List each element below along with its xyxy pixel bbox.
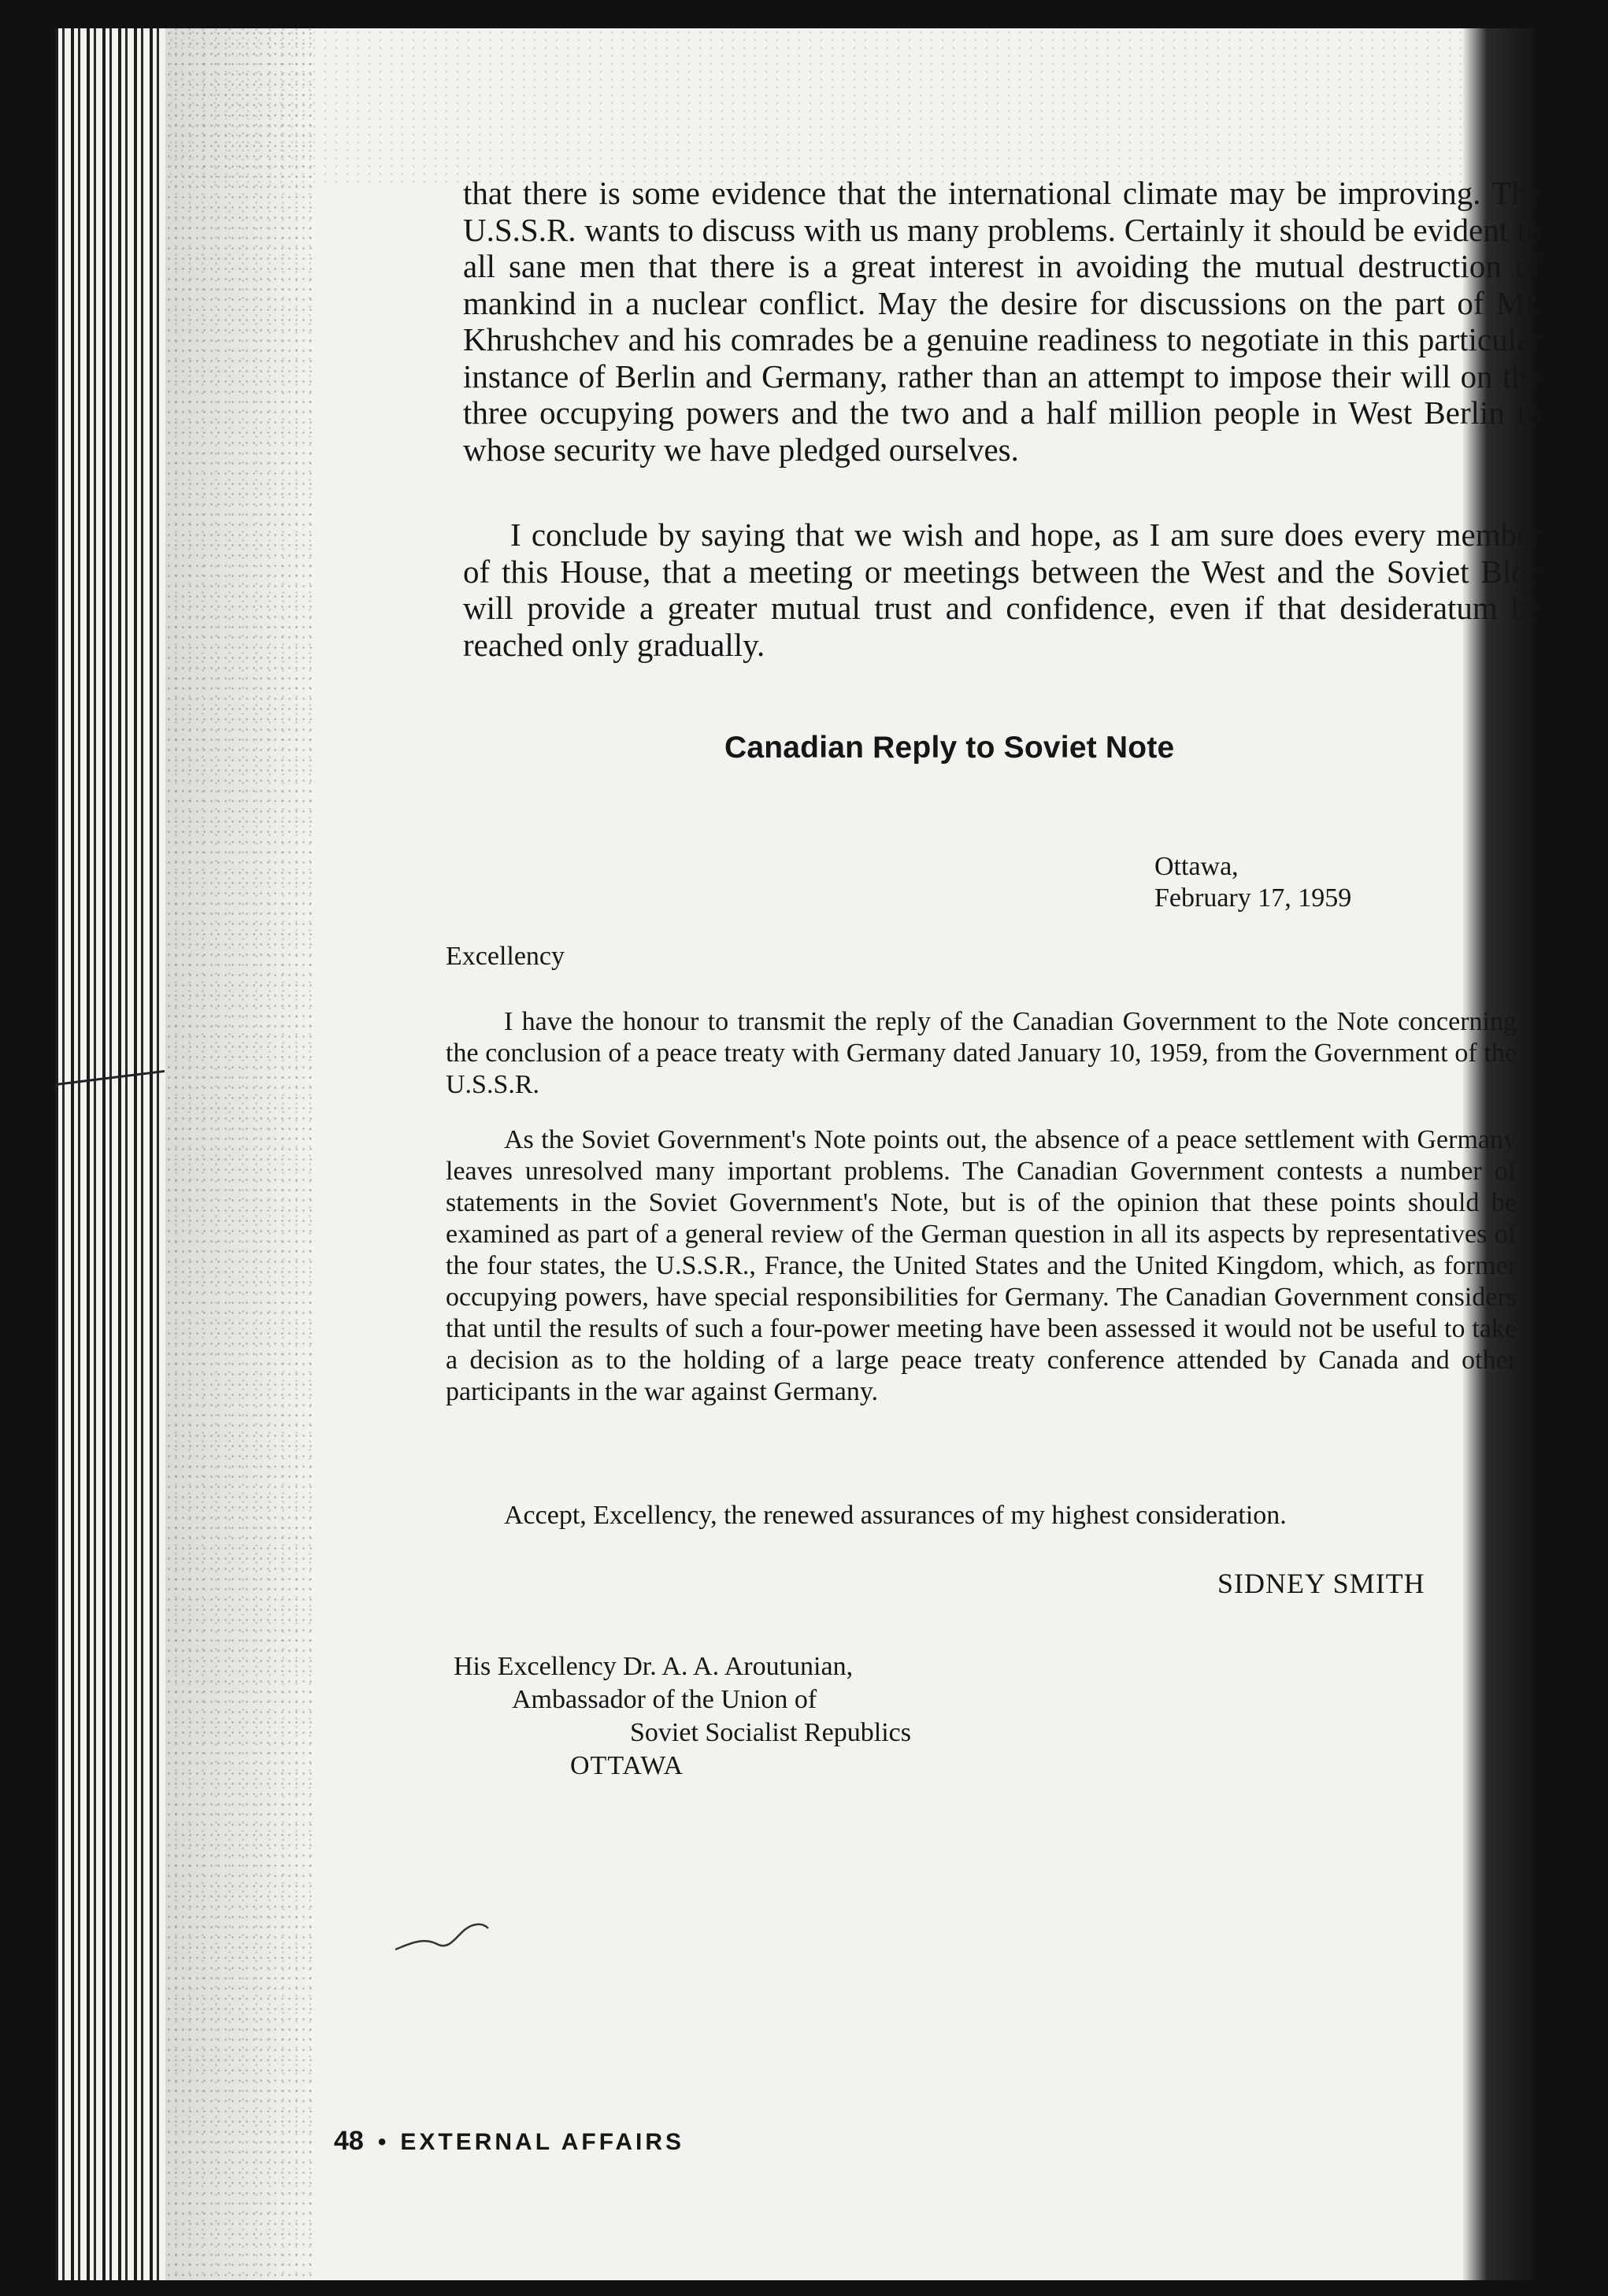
margin-squiggle-mark — [394, 1914, 496, 1961]
addressee-line: Soviet Socialist Republics — [630, 1718, 911, 1747]
letter-date: February 17, 1959 — [1154, 883, 1352, 913]
addressee-line: His Excellency Dr. A. A. Aroutunian, — [454, 1652, 854, 1681]
article-paragraph: I conclude by saying that we wish and hope, as I am sure does every member of this House, that a meeting or meetings between the West and the Soviet Bloc will provide a greater mutual trust and confidence, even if that desideratum be reached only gradually. — [463, 517, 1542, 663]
letter-paragraph: As the Soviet Government's Note points out, the absence of a peace settlement with Germany leaves unresolved many important problems. The Canadian Government contests a number of statements in the Soviet Government's Note, but is of the opinion that these points should be examined as part of a general review of the German question in all its aspects by representatives of the four states, the U.S.S.R., France, the United States and the United Kingdom, which, as former occupying powers, have special responsibilities for Germany. The Canadian Government considers that until the results of such a four-power meeting have been assessed it would not be useful to take a decision as to the holding of a large peace treaty conference attended by Canada and other participants in the war against Germany. — [446, 1125, 1517, 1406]
letter-salutation: Excellency — [446, 942, 565, 971]
addressee-line: OTTAWA — [570, 1751, 684, 1780]
scan-noise-top — [165, 28, 1536, 186]
letter-paragraph: I have the honour to transmit the reply of the Canadian Government to the Note concerning the conclusion of a peace treaty with Germany dated January 10, 1959, from the Government of the U.S.S.R. — [446, 1007, 1517, 1099]
letter-closing: Accept, Excellency, the renewed assurances of my highest consideration. — [504, 1501, 1287, 1530]
page-number: 48 — [334, 2126, 364, 2156]
letter-signature: SIDNEY SMITH — [1217, 1568, 1425, 1599]
section-heading: Canadian Reply to Soviet Note — [724, 731, 1175, 765]
journal-name: EXTERNAL AFFAIRS — [400, 2129, 685, 2155]
letter-place: Ottawa, — [1154, 852, 1239, 881]
article-paragraph: that there is some evidence that the international climate may be improving. The U.S.S.R. wants to discuss with us many problems. Certainly it should be evident to all sane men that there is a great interest in avoiding the mutual destruction of mankind in a nuclear conflict. May the desire for discussions on the part of Mr. Khrushchev and his comrades be a genuine readiness to negotiate in this particular instance of Berlin and Germany, rather than an attempt to impose their will on the three occupying powers and the two and a half million people in West Berlin to whose security we have pledged ourselves. — [463, 175, 1542, 468]
page-footer — [334, 2126, 684, 2157]
footer-bullet: • — [377, 2129, 387, 2155]
addressee-line: Ambassador of the Union of — [512, 1685, 817, 1714]
scan-noise — [165, 28, 315, 2280]
